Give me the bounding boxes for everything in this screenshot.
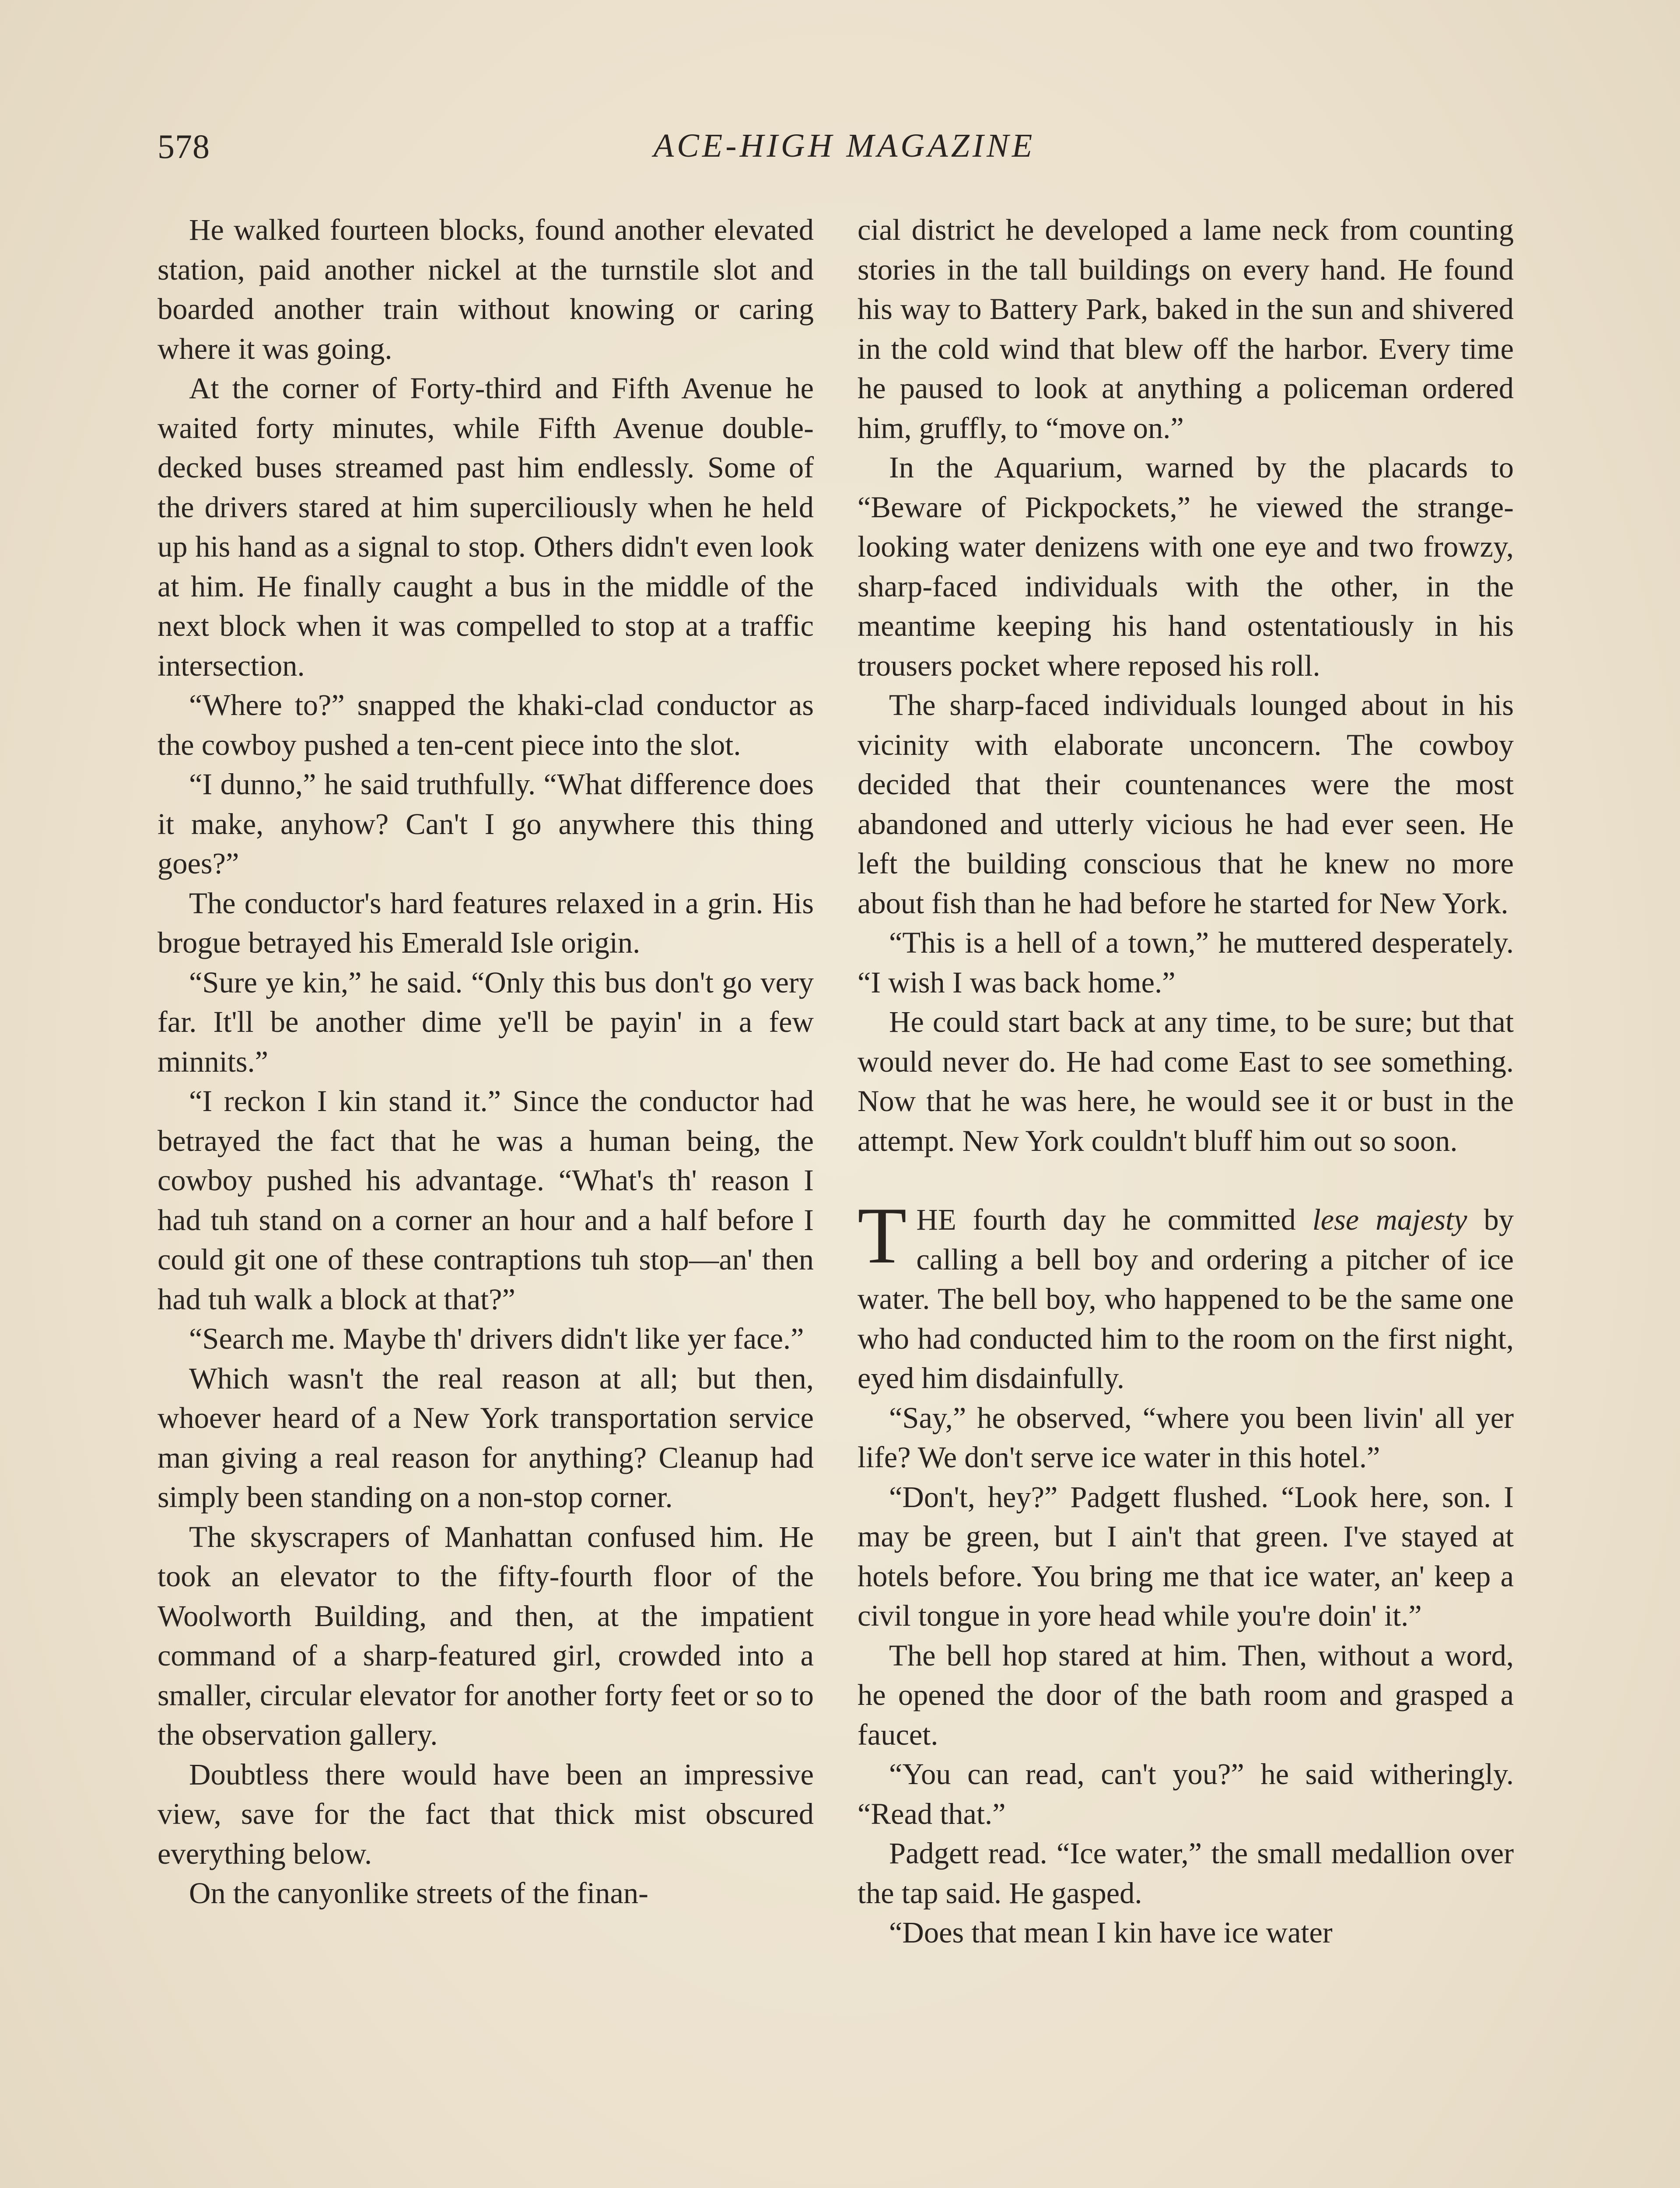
drop-cap: T — [858, 1191, 907, 1280]
paragraph: “I reckon I kin stand it.” Since the conductor had betrayed the fact that he was a human being, the cowboy pushed his advantage. “What's th' reason I had tuh stand on a corner an hour and a half before I could git one of these contraptions tuh stop—an' then had tuh walk a block at that?” — [158, 1084, 814, 1316]
paragraph: At the corner of Forty-third and Fifth Avenue he waited forty minutes, while Fifth Avenue double-decked buses streamed past him endlessly. Some of the drivers stared at him superciliously when he held up his hand as a signal to stop. Others didn't even look at him. He finally caught a bus in the middle of the next block when it was compelled to stop at a traffic intersection. — [158, 372, 814, 682]
paragraph: Which wasn't the real reason at all; but then, whoever heard of a New York transportation service man giving a real reason for anything? Cleanup had simply been standing on a non-stop corner. — [158, 1361, 814, 1514]
paragraph: Doubtless there would have been an impressive view, save for the fact that thick mist obscured everything below. — [158, 1757, 814, 1870]
paragraph: Padgett read. “Ice water,” the small medallion over the tap said. He gasped. — [858, 1837, 1514, 1910]
italic-phrase: lese majesty — [1312, 1203, 1467, 1236]
paragraph: “Say,” he observed, “where you been livin' all yer life? We don't serve ice water in this hotel.” — [858, 1401, 1514, 1474]
magazine-title: ACE-HIGH MAGAZINE — [653, 127, 1036, 164]
right-column — [858, 210, 1514, 1953]
page-number: 578 — [158, 127, 210, 165]
left-column — [158, 210, 814, 1913]
paragraph: He walked fourteen blocks, found another elevated station, paid another nickel at the turnstile slot and boarded another train without knowing or caring where it was going. — [158, 213, 814, 365]
paragraph: The sharp-faced individuals lounged about in his vicinity with elaborate unconcern. The cowboy decided that their countenances were the most abandoned and utterly vicious he had ever seen. He left the building conscious that he knew no more about fish than he had before he started for New York. — [858, 688, 1514, 920]
paragraph: The bell hop stared at him. Then, without a word, he opened the door of the bath room and grasped a faucet. — [858, 1638, 1514, 1751]
continued-paragraph: cial district he developed a lame neck from counting stories in the tall buildings on every hand. He found his way to Battery Park, baked in the sun and shivered in the cold wind that blew off the harbor. Every time he paused to look at anything a policeman ordered him, gruffly, to “move on.” — [858, 213, 1514, 445]
paragraph: The skyscrapers of Manhattan confused him. He took an elevator to the fifty-fourth floor of the Woolworth Building, and then, at the impatient command of a sharp-featured girl, crowded into a smaller, circular elevator for another forty feet or so to the observation gallery. — [158, 1520, 814, 1751]
paragraph: He could start back at any time, to be sure; but that would never do. He had come East to see something. Now that he was here, he would see it or bust in the attempt. New York couldn't bluff him out so soon. — [858, 1005, 1514, 1157]
paragraph: “Does that mean I kin have ice water — [889, 1916, 1333, 1949]
section-opening-paragraph — [858, 1191, 1514, 1398]
paragraph: “Where to?” snapped the khaki-clad conductor as the cowboy pushed a ten-cent piece into the slot. — [158, 688, 814, 761]
paragraph: On the canyonlike streets of the finan- — [189, 1876, 648, 1910]
paragraph: “Sure ye kin,” he said. “Only this bus don't go very far. It'll be another dime ye'll be payin' in a few minnits.” — [158, 965, 814, 1078]
paragraph: “I dunno,” he said truthfully. “What difference does it make, anyhow? Can't I go anywhere this thing goes?” — [158, 768, 814, 880]
paragraph: “Search me. Maybe th' drivers didn't like yer face.” — [189, 1322, 804, 1355]
paragraph: “You can read, can't you?” he said witheringly. “Read that.” — [858, 1757, 1514, 1830]
page-header — [158, 127, 1531, 179]
paragraph: “Don't, hey?” Padgett flushed. “Look here, son. I may be green, but I ain't that green. I've stayed at hotels before. You bring me that ice water, an' keep a civil tongue in yore head while you're doin' it.” — [858, 1480, 1514, 1632]
paragraph: In the Aquarium, warned by the placards to “Beware of Pickpockets,” he viewed the strange-looking water denizens with one eye and two frowzy, sharp-faced individuals with the other, in the meantime keeping his hand ostentatiously in his trousers pocket where reposed his roll. — [858, 451, 1514, 682]
paragraph: The conductor's hard features relaxed in a grin. His brogue betrayed his Emerald Isle origin. — [158, 886, 814, 959]
paragraph: “This is a hell of a town,” he muttered desperately. “I wish I was back home.” — [858, 926, 1514, 999]
section-lead: HE fourth day he committed — [916, 1203, 1312, 1236]
section-text: by calling a bell boy and ordering a pitcher of ice water. The bell boy, who happened to be the same one who had conducted him to the room on the first night, eyed him disdainfully. — [858, 1203, 1514, 1395]
